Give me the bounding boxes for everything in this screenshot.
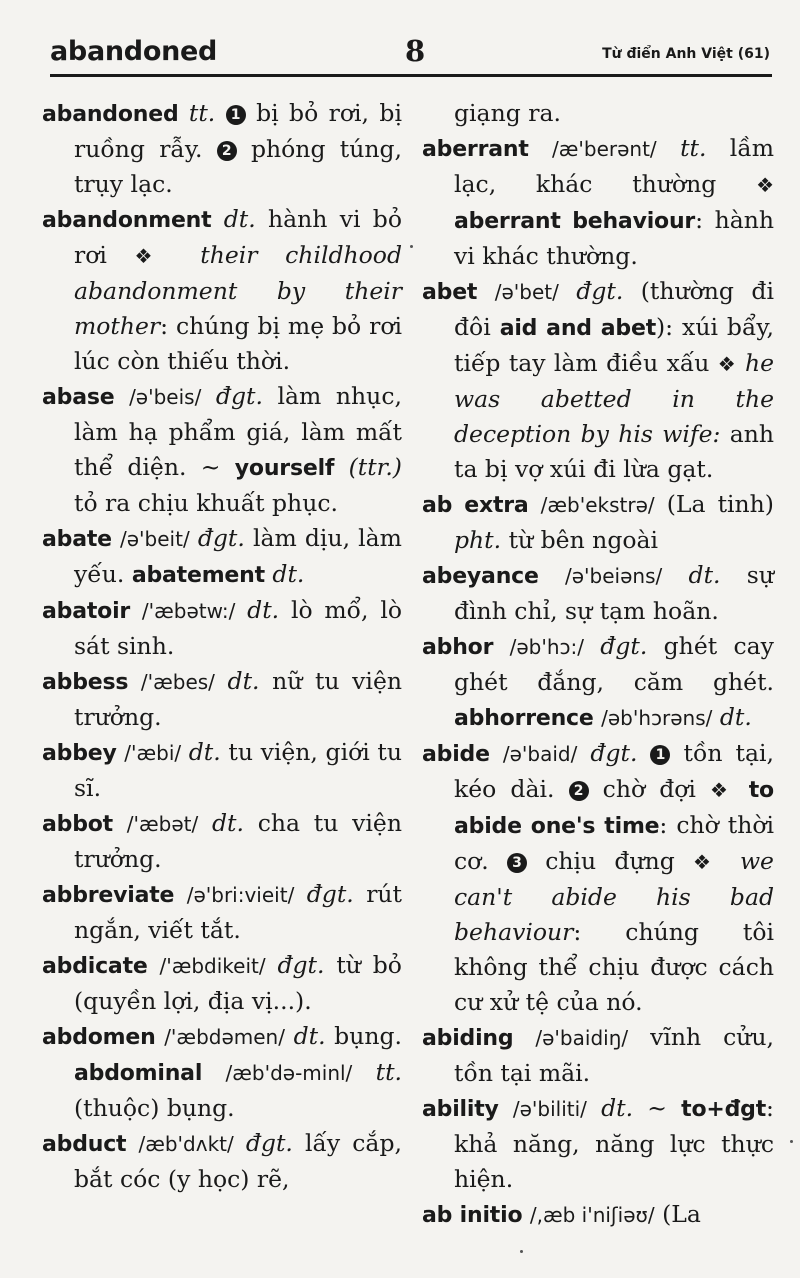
part-of-speech: đgt.	[576, 277, 624, 305]
part-of-speech: đgt.	[197, 524, 245, 552]
part-of-speech: dt.	[247, 596, 280, 624]
entry-continuation	[422, 96, 774, 131]
definition: hành vi bỏ rơi	[74, 205, 402, 269]
book-title: Từ điển Anh Việt (61)	[602, 46, 770, 62]
entry-abandoned	[42, 96, 402, 202]
translation: anh ta bị vợ xúi đi lừa gạt.	[454, 420, 774, 483]
pronunciation: /ə'baidiŋ/	[535, 1026, 629, 1050]
definition: tỏ ra chịu khuất phục.	[74, 489, 338, 517]
definition: từ bỏ (quyền lợi, địa vị...).	[74, 951, 402, 1015]
headword: abiding	[422, 1026, 514, 1051]
part-of-speech: dt.	[688, 561, 721, 589]
part-of-speech: đgt.	[600, 632, 648, 660]
part-of-speech: dt.	[227, 667, 260, 695]
part-of-speech: tt.	[375, 1058, 402, 1086]
definition: (thuộc) bụng.	[74, 1094, 235, 1122]
headword: abide	[422, 742, 490, 767]
definition: : chờ thời cơ.	[454, 811, 774, 875]
diamond-icon: ❖	[693, 850, 722, 874]
part-of-speech: pht.	[454, 526, 502, 554]
definition: cha tu viện trưởng.	[74, 809, 402, 873]
pronunciation: /'æbət/	[126, 812, 199, 836]
entry-abiding	[422, 1020, 774, 1091]
sense-number-3: 3	[507, 853, 527, 873]
sub-entry: to+đgt	[681, 1097, 767, 1122]
headword: abduct	[42, 1132, 127, 1157]
definition: (La	[662, 1200, 701, 1228]
sense-number-2: 2	[569, 781, 589, 801]
paper-speck	[410, 245, 413, 248]
part-of-speech: dt.	[293, 1022, 326, 1050]
headword: abbot	[42, 812, 113, 837]
diamond-icon: ❖	[717, 352, 737, 376]
part-of-speech: dt.	[211, 809, 244, 837]
entry-abandonment	[42, 202, 402, 379]
entry-ab-initio	[422, 1197, 774, 1233]
sense-number-1: 1	[650, 745, 670, 765]
definition: lầm lạc, khác thường	[454, 134, 774, 198]
headword: abase	[42, 385, 115, 410]
diamond-icon: ❖	[710, 778, 735, 802]
pronunciation: /ə'beis/	[129, 385, 202, 409]
headword: abandoned	[42, 102, 179, 127]
page-number: 8	[405, 34, 426, 68]
headword: ab extra	[422, 493, 529, 518]
entry-abduct	[42, 1126, 402, 1197]
definition: chịu đựng	[545, 847, 675, 875]
pronunciation: /æb'də-minl/	[225, 1061, 353, 1085]
sub-entry: aberrant behaviour	[454, 209, 696, 234]
headword: abhor	[422, 635, 494, 660]
pronunciation: /æ'berənt/	[552, 137, 657, 161]
entry-abbess	[42, 664, 402, 735]
definition: (La tinh)	[666, 490, 774, 518]
definition: làm nhục, làm hạ phẩm giá, làm mất thể diện. ~	[74, 382, 402, 481]
example: their childhood abandonment by their mother	[74, 241, 402, 340]
entry-aberrant	[422, 131, 774, 274]
sense-number-2: 2	[217, 141, 237, 161]
headword: abbreviate	[42, 883, 175, 908]
headword: abbess	[42, 670, 129, 695]
headword: abet	[422, 280, 478, 305]
sub-entry: yourself	[234, 456, 335, 481]
entry-abbreviate	[42, 877, 402, 948]
definition: ): xúi bẩy, tiếp tay làm điều xấu	[454, 313, 774, 377]
entry-abbey	[42, 735, 402, 806]
entry-ability	[422, 1091, 774, 1197]
part-of-speech: đgt.	[277, 951, 325, 979]
definition: phóng túng, trụy lạc.	[74, 135, 402, 198]
definition: từ bên ngoài	[508, 526, 659, 554]
pronunciation: /,æb i'niʃiəʊ/	[529, 1203, 655, 1227]
entry-abate	[42, 521, 402, 593]
headword: abandonment	[42, 208, 212, 233]
pronunciation: /æb'ekstrə/	[540, 493, 655, 517]
definition: ghét cay ghét đắng, căm ghét.	[454, 632, 774, 696]
headword: abdicate	[42, 954, 148, 979]
pronunciation: /ə'bet/	[494, 280, 559, 304]
diamond-icon: ❖	[756, 173, 774, 197]
part-of-speech: dt.	[601, 1094, 634, 1122]
translation: : chúng bị mẹ bỏ rơi lúc còn thiếu thời.	[74, 312, 402, 375]
definition: chờ đợi	[602, 775, 696, 803]
left-column	[42, 96, 402, 1197]
entry-abatoir	[42, 593, 402, 664]
pronunciation: /'æbətw:/	[141, 599, 236, 623]
paper-speck	[520, 1250, 523, 1253]
definition: bị bỏ rơi, bị ruồng rẫy.	[74, 99, 402, 163]
sub-entry: to abide one's time	[454, 778, 774, 839]
sub-entry: aid and abet	[499, 316, 657, 341]
pronunciation: /æb'dʌkt/	[138, 1132, 234, 1156]
part-of-speech: dt.	[223, 205, 256, 233]
entry-abdomen	[42, 1019, 402, 1126]
headword: abatoir	[42, 599, 131, 624]
headword: abate	[42, 527, 112, 552]
usage-label: (ttr.)	[348, 453, 402, 481]
paper-speck	[790, 1140, 793, 1143]
part-of-speech: tt.	[188, 99, 216, 127]
sub-entry: abhorrence	[454, 706, 594, 731]
definition: tồn tại, kéo dài.	[454, 739, 774, 803]
definition: sự đình chỉ, sự tạm hoãn.	[454, 561, 774, 625]
definition: : hành vi khác thường.	[454, 206, 774, 270]
pronunciation: /ə'baid/	[502, 742, 578, 766]
example: he was abetted in the deception by his wife:	[454, 349, 774, 448]
pronunciation: /əb'hɔrəns/	[601, 706, 713, 730]
part-of-speech: đgt.	[245, 1129, 293, 1157]
headword: abbey	[42, 741, 117, 766]
pronunciation: /'æbdikeit/	[159, 954, 266, 978]
entry-abdicate	[42, 948, 402, 1019]
entry-abide	[422, 736, 774, 1020]
definition: lò mổ, lò sát sinh.	[74, 596, 402, 660]
tilde: ~	[647, 1094, 667, 1122]
pronunciation: /ə'biliti/	[512, 1097, 587, 1121]
headword: ab initio	[422, 1203, 523, 1228]
pronunciation: /əb'hɔ:/	[509, 635, 584, 659]
definition: (thường đi đôi	[454, 277, 774, 341]
sense-number-1: 1	[226, 105, 246, 125]
part-of-speech: dt.	[188, 738, 221, 766]
sub-entry: abdominal	[74, 1061, 203, 1086]
definition: giạng ra.	[454, 99, 561, 127]
entry-abet	[422, 274, 774, 487]
pronunciation: /ə'beiəns/	[565, 564, 663, 588]
entry-abhor	[422, 629, 774, 736]
definition: tu viện, giới tu sĩ.	[74, 738, 402, 802]
running-headword: abandoned	[50, 36, 218, 67]
right-column	[422, 96, 774, 1233]
headword: abdomen	[42, 1025, 156, 1050]
sub-entry: abatement	[131, 563, 265, 588]
definition: lấy cắp, bắt cóc (y học) rẽ,	[74, 1129, 402, 1193]
diamond-icon: ❖	[134, 244, 173, 268]
part-of-speech: dt.	[272, 560, 305, 588]
pronunciation: /ə'beit/	[120, 527, 190, 551]
part-of-speech: đgt.	[590, 739, 638, 767]
entry-ab-extra	[422, 487, 774, 558]
headword: abeyance	[422, 564, 539, 589]
headword: aberrant	[422, 137, 529, 162]
example: we can't abide his bad behaviour	[454, 847, 774, 946]
pronunciation: /'æbdəmen/	[164, 1025, 285, 1049]
pronunciation: /'æbi/	[124, 741, 182, 765]
part-of-speech: tt.	[680, 134, 707, 162]
definition: làm dịu, làm yếu.	[74, 524, 402, 588]
entry-abeyance	[422, 558, 774, 629]
page-header	[50, 36, 772, 77]
pronunciation: /'æbes/	[140, 670, 215, 694]
part-of-speech: đgt.	[215, 382, 263, 410]
entry-abase	[42, 379, 402, 521]
definition: nữ tu viện trưởng.	[74, 667, 402, 731]
definition: rút ngắn, viết tắt.	[74, 880, 402, 944]
entry-abbot	[42, 806, 402, 877]
part-of-speech: đgt.	[306, 880, 354, 908]
part-of-speech: dt.	[719, 703, 752, 731]
definition: vĩnh cửu, tồn tại mãi.	[454, 1023, 774, 1087]
definition: : khả năng, năng lực thực hiện.	[454, 1094, 774, 1193]
translation: : chúng tôi không thể chịu được cách cư xử tệ của nó.	[454, 918, 774, 1016]
definition: bụng.	[334, 1022, 402, 1050]
headword: ability	[422, 1097, 499, 1122]
pronunciation: /ə'bri:vieit/	[186, 883, 295, 907]
